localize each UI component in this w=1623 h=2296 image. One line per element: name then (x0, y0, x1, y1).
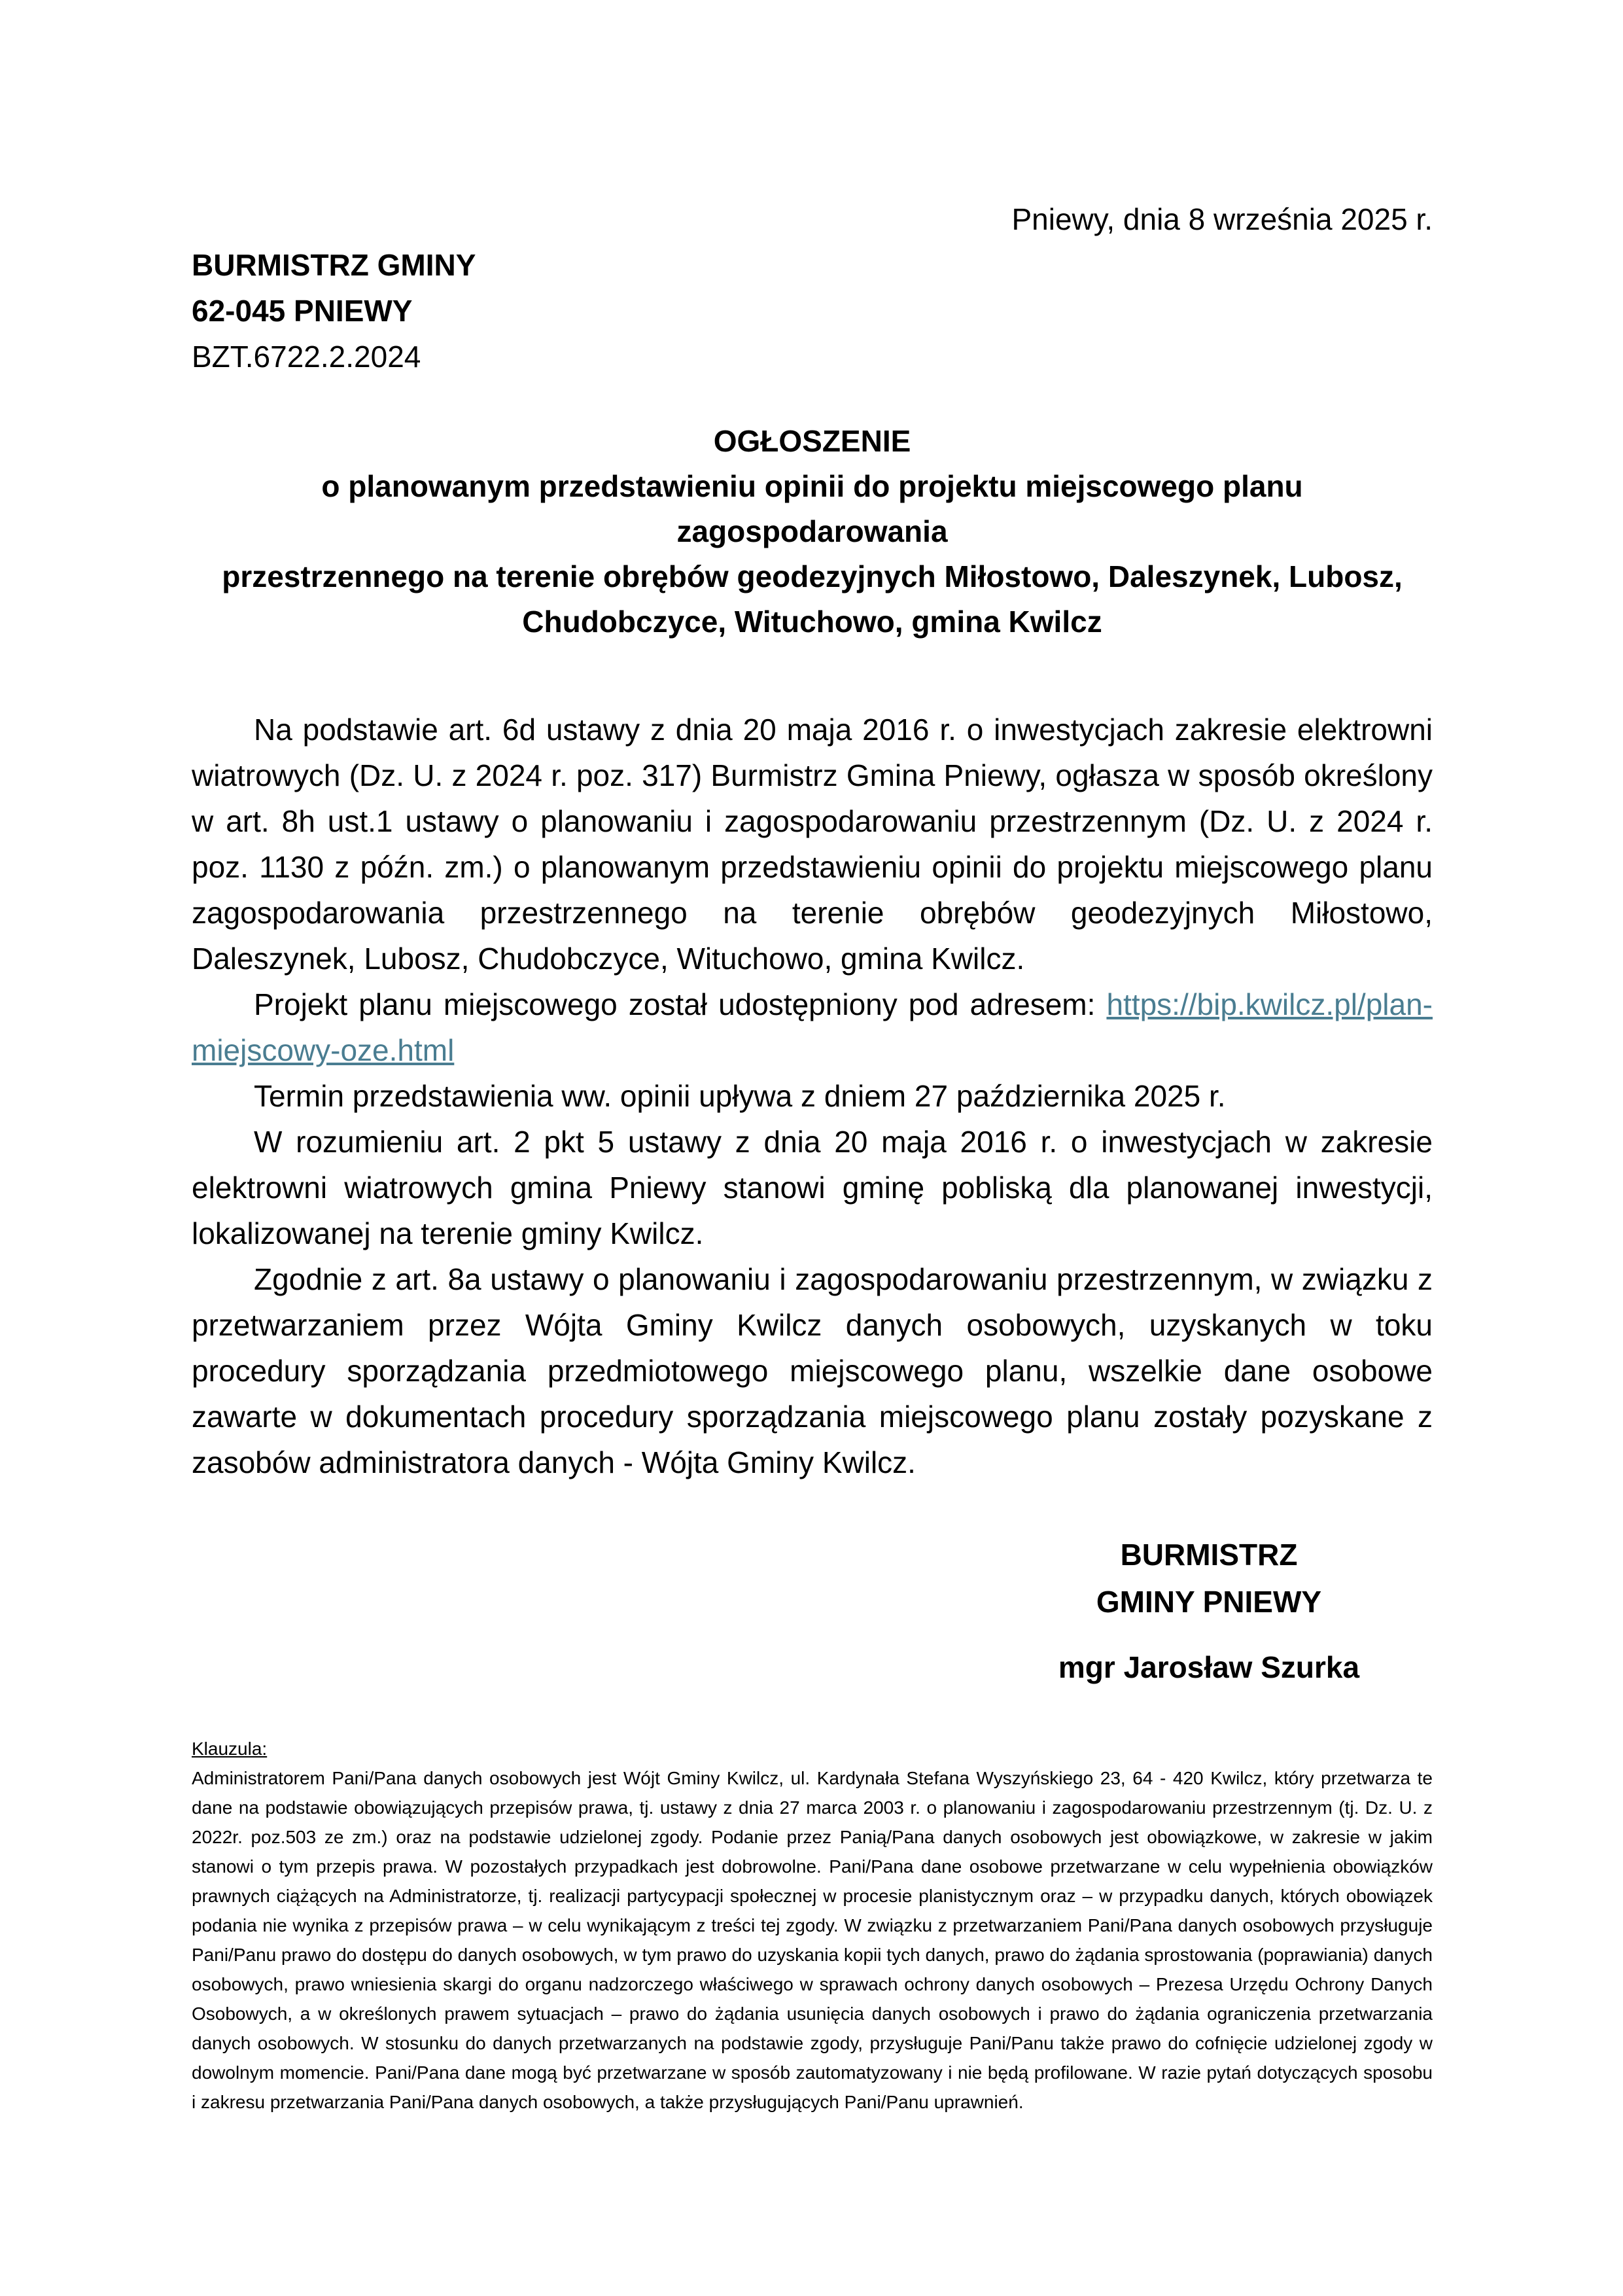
document-subtitle-line-3: Chudobczyce, Wituchowo, gmina Kwilcz (522, 605, 1102, 639)
date-line: Pniewy, dnia 8 września 2025 r. (1011, 202, 1433, 236)
paragraph-nearby-commune: W rozumieniu art. 2 pkt 5 ustawy z dnia 20 maja 2016 r. o inwestycjach w zakresie elektrowni wiatrowych gmina Pniewy stanowi gminę pobliską dla planowanej inwestycji, lokalizowanej na terenie gminy Kwilcz. (192, 1125, 1433, 1250)
clause-heading: Klauzula: (192, 1739, 268, 1759)
document-title: OGŁOSZENIE (713, 424, 911, 458)
plan-link-prefix: Projekt planu miejscowego został udostępniony pod adresem: (254, 987, 1107, 1021)
paragraph-deadline: Termin przedstawienia ww. opinii upływa z dniem 27 października 2025 r. (254, 1079, 1226, 1113)
plan-hyperlink[interactable]: https://bip.kwilcz.pl/plan-miejscowy-oze.html (192, 987, 1433, 1067)
document-subtitle-line-1: o planowanym przedstawieniu opinii do projektu miejscowego planu zagospodarowania (321, 469, 1303, 548)
clause-text: Administratorem Pani/Pana danych osobowych jest Wójt Gminy Kwilcz, ul. Kardynała Stefana Wyszyńskiego 23, 64 - 420 Kwilcz, który przetwarza te dane na podstawie obowiązujących przepisów prawa, tj. ustawy z dnia 27 marca 2003 r. o planowaniu i zagospodarowaniu przestrzennym (tj. Dz. U. z 2022r. poz.503 ze zm.) oraz na podstawie udzielonej zgody. Podanie przez Panią/Pana danych osobowych jest obowiązkowe, w zakresie w jakim stanowi o tym przepis prawa. W pozostałych przypadkach jest dobrowolne. Pani/Pana dane osobowe przetwarzane w celu wypełnienia obowiązków prawnych ciążących na Administratorze, tj. realizacji partycypacji społecznej w procesie planistycznym oraz – w przypadku danych, których obowiązek podania nie wynika z przepisów prawa – w celu wynikającym z treści tej zgody. W związku z przetwarzaniem Pani/Pana danych osobowych przysługuje Pani/Panu prawo do dostępu do danych osobowych, w tym prawo do uzyskania kopii tych danych, prawo do żądania sprostowania (poprawiania) danych osobowych, prawo wniesienia skargi do organu nadzorczego właściwego w sprawach ochrony danych osobowych – Prezesa Urzędu Ochrony Danych Osobowych, a w określonych prawem sytuacjach – prawo do żądania usunięcia danych osobowych i prawo do żądania ograniczenia przetwarzania danych osobowych. W stosunku do danych przetwarzanych na podstawie zgody, przysługuje Pani/Panu także prawo do cofnięcie udzielonej zgody w dowolnym momencie. Pani/Pana dane mogą być przetwarzane w sposób zautomatyzowany i nie będą profilowane. W razie pytań dotyczących sposobu i zakresu przetwarzania Pani/Pana danych osobowych, a także przysługujących Pani/Panu uprawnień. (192, 1768, 1433, 2112)
document-content (192, 0, 1433, 2117)
signature-title-line-2: GMINY PNIEWY (1096, 1585, 1322, 1619)
reference-number: BZT.6722.2.2024 (192, 340, 421, 374)
body-text (192, 707, 1433, 1485)
signature-block (980, 1531, 1438, 1691)
paragraph-data-processing: Zgodnie z art. 8a ustawy o planowaniu i zagospodarowaniu przestrzennym, w związku z przetwarzaniem przez Wójta Gminy Kwilcz danych osobowych, uzyskanych w toku procedury sporządzania przedmiotowego miejscowego planu, wszelkie dane osobowe zawarte w dokumentach procedury sporządzania miejscowego planu zostały pozyskane z zasobów administratora danych - Wójta Gminy Kwilcz. (192, 1262, 1433, 1479)
sender-name: BURMISTRZ GMINY (192, 248, 476, 282)
paragraph-legal-basis: Na podstawie art. 6d ustawy z dnia 20 maja 2016 r. o inwestycjach zakresie elektrowni wiatrowych (Dz. U. z 2024 r. poz. 317) Burmistrz Gmina Pniewy, ogłasza w sposób określony w art. 8h ust.1 ustawy o planowaniu i zagospodarowaniu przestrzennym (Dz. U. z 2024 r. poz. 1130 z późn. zm.) o planowanym przedstawieniu opinii do projektu miejscowego planu zagospodarowania przestrzennego na terenie obrębów geodezyjnych Miłostowo, Daleszynek, Lubosz, Chudobczyce, Wituchowo, gmina Kwilcz. (192, 713, 1433, 976)
signature-title-line-1: BURMISTRZ (1120, 1538, 1298, 1572)
clause-section (192, 1734, 1433, 2117)
signature-name: mgr Jarosław Szurka (1058, 1650, 1360, 1684)
title-block (192, 419, 1433, 645)
document-subtitle-line-2: przestrzennego na terenie obrębów geodezyjnych Miłostowo, Daleszynek, Lubosz, (222, 559, 1403, 593)
paragraph-plan-link (192, 981, 1433, 1073)
sender-postal-code: 62-045 PNIEWY (192, 294, 413, 328)
